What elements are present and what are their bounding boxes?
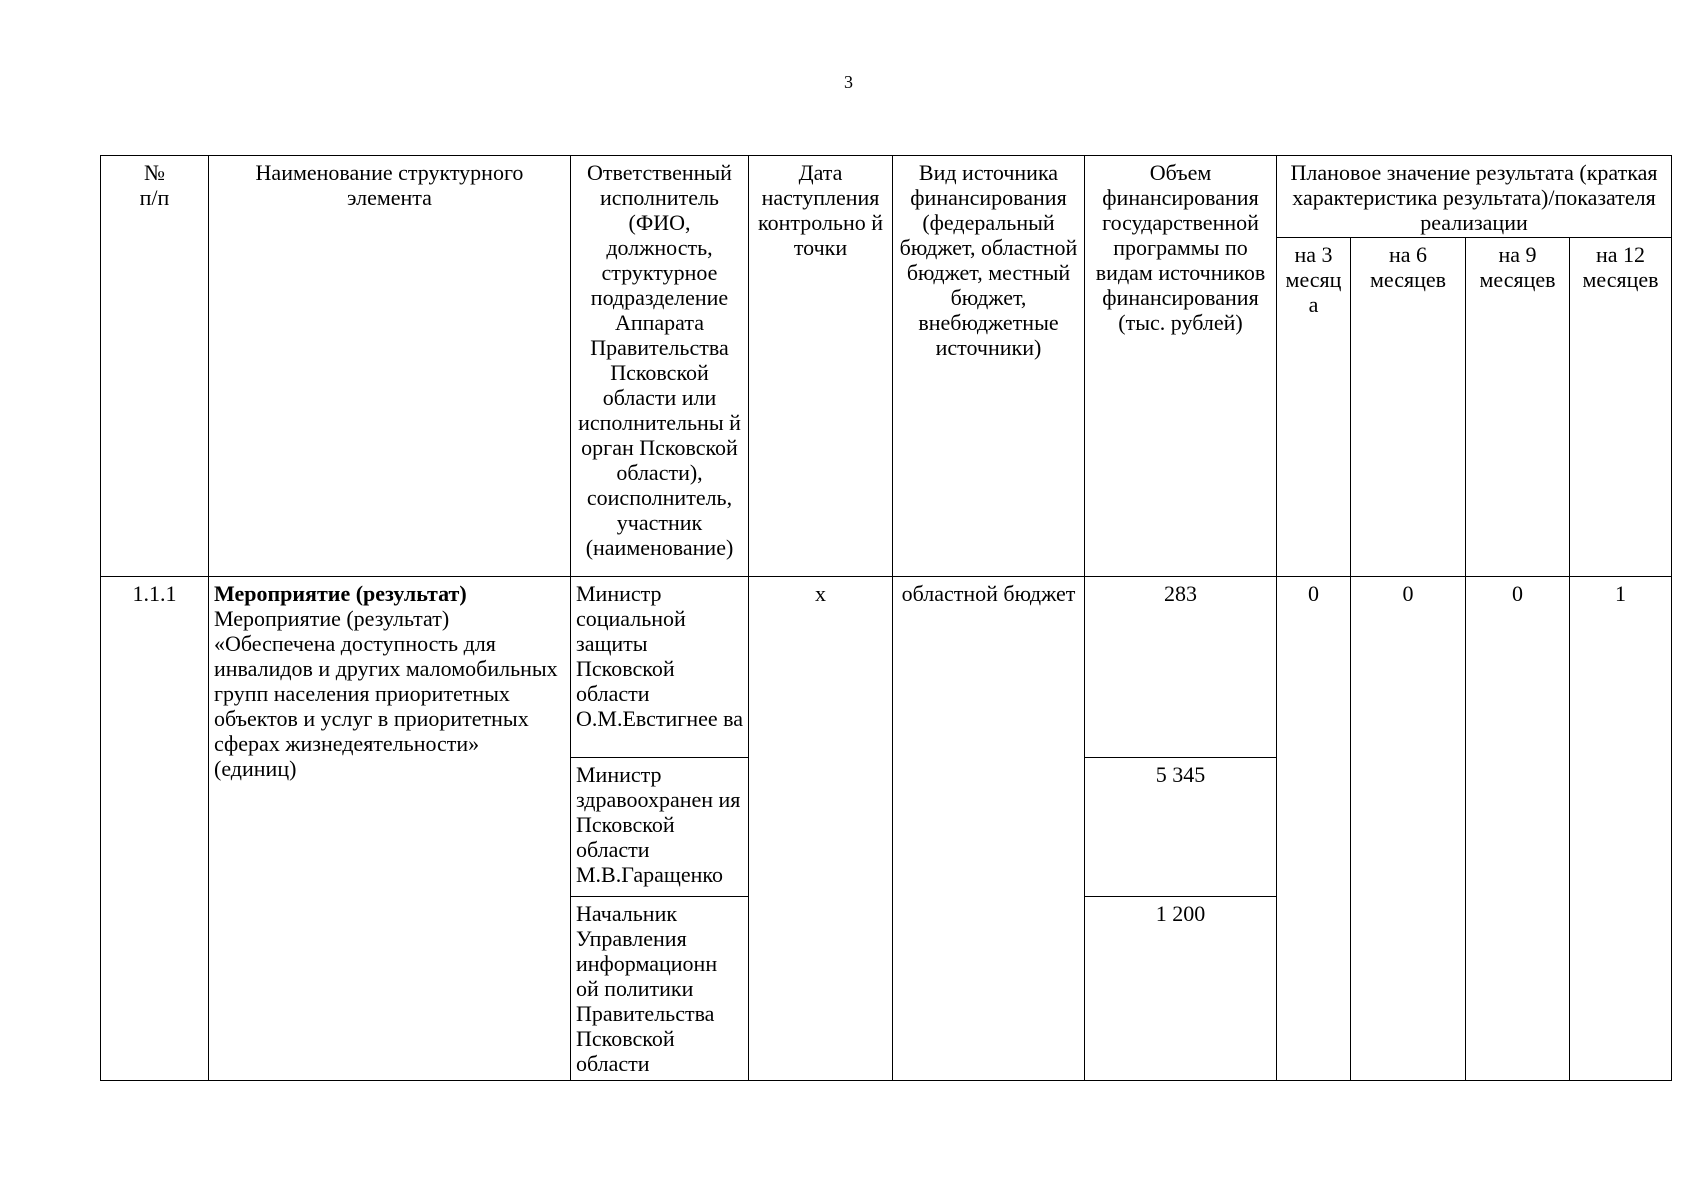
header-name: Наименование структурного элемента — [209, 156, 571, 577]
plan-table — [100, 155, 1672, 1081]
row-m6: 0 — [1351, 577, 1466, 1081]
row-responsible-2: Министр здравоохранен ия Псковской области М.В.Гаращенко — [571, 758, 749, 897]
row-num: 1.1.1 — [101, 577, 209, 1081]
header-date: Дата наступления контрольно й точки — [749, 156, 893, 577]
header-volume: Объем финансирования государственной программы по видам источников финансирования (тыс. рублей) — [1085, 156, 1277, 577]
row-name-text: Мероприятие (результат) «Обеспечена доступность для инвалидов и других маломобильных групп населения приоритетных объектов и услуг в приоритетных сферах жизнедеятельности» (единиц) — [214, 606, 558, 781]
header-row — [101, 156, 1672, 238]
row-name — [209, 577, 571, 1081]
row-source: областной бюджет — [893, 577, 1085, 1081]
row-responsible-3: Начальник Управления информационн ой политики Правительства Псковской области — [571, 897, 749, 1081]
row-name-bold: Мероприятие (результат) — [214, 581, 467, 606]
row-volume-1: 283 — [1085, 577, 1277, 758]
page-number: 3 — [844, 72, 853, 92]
header-m9: на 9 месяцев — [1466, 238, 1570, 577]
header-m12: на 12 месяцев — [1570, 238, 1672, 577]
header-plan-group: Плановое значение результата (краткая характеристика результата)/показателя реализации — [1277, 156, 1672, 238]
header-m3: на 3 месяц а — [1277, 238, 1351, 577]
header-m6: на 6 месяцев — [1351, 238, 1466, 577]
table-row — [101, 577, 1672, 758]
row-responsible-1: Министр социальной защиты Псковской области О.М.Евстигнее ва — [571, 577, 749, 758]
header-responsible: Ответственный исполнитель (ФИО, должность, структурное подразделение Аппарата Правительства Псковской области или исполнительны й орган Псковской области), соисполнитель, участник (наименование) — [571, 156, 749, 577]
row-m12: 1 — [1570, 577, 1672, 1081]
row-volume-2: 5 345 — [1085, 758, 1277, 897]
row-m9: 0 — [1466, 577, 1570, 1081]
header-source: Вид источника финансирования (федеральный бюджет, областной бюджет, местный бюджет, внебюджетные источники) — [893, 156, 1085, 577]
row-date: x — [749, 577, 893, 1081]
row-m3: 0 — [1277, 577, 1351, 1081]
row-volume-3: 1 200 — [1085, 897, 1277, 1081]
header-num: № п/п — [101, 156, 209, 577]
